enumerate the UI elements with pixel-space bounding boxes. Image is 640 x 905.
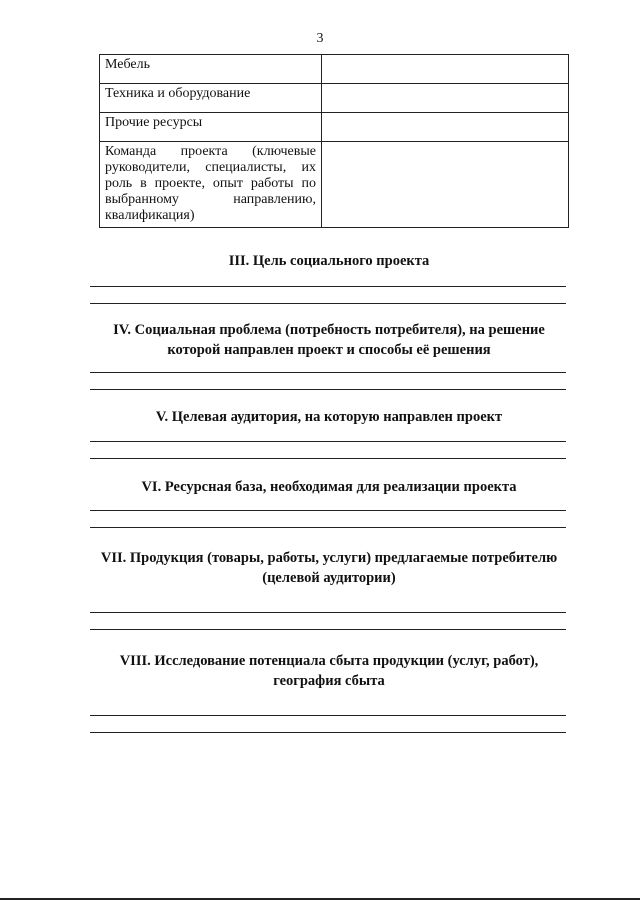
section-title: IV. Социальная проблема (потребность потребителя), на решение которой направлен проект и способы её решения xyxy=(113,322,545,358)
table-cell-label: Команда проекта (ключевые руководители, специалисты, их роль в проекте, опыт работы по выбранному направлению, квалификация) xyxy=(100,142,322,228)
page-number: 3 xyxy=(316,31,324,46)
answer-line[interactable] xyxy=(90,527,566,528)
section-resource-base xyxy=(90,477,568,497)
section-title: VI. Ресурсная база, необходимая для реализации проекта xyxy=(141,479,517,495)
answer-line[interactable] xyxy=(90,286,566,287)
section-title: VIII. Исследование потенциала сбыта продукции (услуг, работ), география сбыта xyxy=(119,653,539,689)
answer-line[interactable] xyxy=(90,441,566,442)
answer-line[interactable] xyxy=(90,458,566,459)
table-cell-label: Техника и оборудование xyxy=(100,84,322,113)
answer-line[interactable] xyxy=(90,715,566,716)
answer-line[interactable] xyxy=(90,303,566,304)
answer-line[interactable] xyxy=(90,612,566,613)
table-row xyxy=(100,142,569,228)
bottom-rule xyxy=(0,898,640,900)
section-title: VII. Продукция (товары, работы, услуги) предлагаемые потребителю (целевой аудитории) xyxy=(100,550,558,586)
table-row xyxy=(100,55,569,84)
table-cell-value[interactable] xyxy=(322,84,569,113)
answer-line[interactable] xyxy=(90,372,566,373)
table-cell-value[interactable] xyxy=(322,55,569,84)
answer-line[interactable] xyxy=(90,510,566,511)
section-title: III. Цель социального проекта xyxy=(228,253,430,269)
table-cell-value[interactable] xyxy=(322,113,569,142)
section-target-audience xyxy=(90,407,568,427)
table-cell-label: Прочие ресурсы xyxy=(100,113,322,142)
answer-line[interactable] xyxy=(90,389,566,390)
table-cell-label: Мебель xyxy=(100,55,322,84)
section-title: V. Целевая аудитория, на которую направлен проект xyxy=(155,409,503,425)
table-row xyxy=(100,84,569,113)
table-row xyxy=(100,113,569,142)
table-cell-value[interactable] xyxy=(322,142,569,228)
section-products xyxy=(90,548,568,588)
section-social-problem xyxy=(90,320,568,360)
resources-table xyxy=(99,54,569,228)
answer-line[interactable] xyxy=(90,629,566,630)
section-sales-potential xyxy=(90,651,568,691)
answer-line[interactable] xyxy=(90,732,566,733)
section-goal xyxy=(90,251,568,271)
